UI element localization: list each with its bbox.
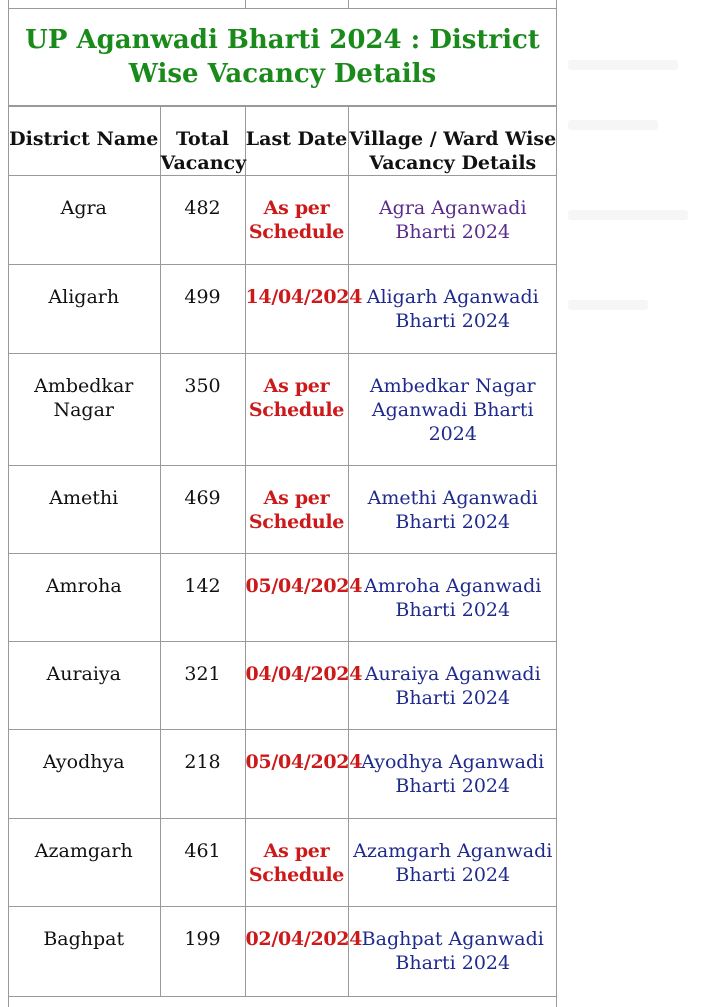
district-name-cell-container <box>8 554 160 642</box>
district-link-container <box>348 265 557 354</box>
district-link-container <box>348 730 557 819</box>
table-row <box>8 176 557 265</box>
total-vacancy-cell: 499 <box>184 286 221 308</box>
district-link[interactable]: Azamgarh Aganwadi Bharti 2024 <box>353 840 553 886</box>
district-name-cell-container <box>8 907 160 997</box>
total-vacancy-cell: 142 <box>184 575 221 597</box>
last-date-cell-container <box>245 466 348 554</box>
district-name-cell-container <box>8 466 160 554</box>
district-link[interactable]: Agra Aganwadi Bharti 2024 <box>378 197 527 243</box>
last-date-cell: As per Schedule <box>248 375 345 421</box>
district-name-cell-container <box>8 354 160 466</box>
last-date-cell: As per Schedule <box>248 840 345 886</box>
district-name-cell: Agra <box>60 197 107 219</box>
header-district: District Name <box>8 107 160 176</box>
header-total-vacancy: Total Vacancy <box>160 107 245 176</box>
total-vacancy-cell-container <box>160 907 245 997</box>
district-name-cell: Baghpat <box>43 928 125 950</box>
last-date-cell-container <box>245 176 348 265</box>
table-row <box>8 730 557 819</box>
total-vacancy-cell: 350 <box>184 375 221 397</box>
district-name-cell: Auraiya <box>46 663 121 685</box>
total-vacancy-cell-container <box>160 176 245 265</box>
total-vacancy-cell-container <box>160 466 245 554</box>
district-link-container <box>348 176 557 265</box>
total-vacancy-cell: 199 <box>184 928 221 950</box>
table-row <box>8 354 557 466</box>
last-date-cell-container <box>245 819 348 907</box>
district-name-cell: Ayodhya <box>42 751 125 773</box>
district-name-cell: Aligarh <box>48 286 120 308</box>
district-link-container <box>348 466 557 554</box>
district-name-cell-container <box>8 176 160 265</box>
district-link[interactable]: Aligarh Aganwadi Bharti 2024 <box>366 286 539 332</box>
header-last-date: Last Date <box>245 107 348 176</box>
district-link[interactable]: Amroha Aganwadi Bharti 2024 <box>364 575 542 621</box>
table-row <box>8 642 557 730</box>
district-name-cell: Amroha <box>45 575 122 597</box>
last-date-cell-container <box>245 354 348 466</box>
last-date-cell-container <box>245 265 363 354</box>
total-vacancy-cell-container <box>160 819 245 907</box>
district-link-container <box>348 819 557 907</box>
table-row <box>8 907 557 997</box>
last-date-cell: As per Schedule <box>248 487 345 533</box>
table-row <box>8 819 557 907</box>
total-vacancy-cell-container <box>160 265 245 354</box>
top-divider <box>348 0 349 8</box>
district-name-cell: Amethi <box>49 487 119 509</box>
table-body <box>8 176 557 997</box>
last-date-cell: 04/04/2024 <box>245 663 363 685</box>
table-header-row <box>8 107 557 176</box>
last-date-cell: 02/04/2024 <box>245 928 363 950</box>
header-village-ward: Village / Ward Wise Vacancy Details <box>348 107 557 176</box>
title-box <box>8 8 557 106</box>
total-vacancy-cell: 218 <box>184 751 221 773</box>
total-vacancy-cell-container <box>160 354 245 466</box>
district-link-container <box>348 642 557 730</box>
district-link-container <box>348 907 557 997</box>
table-row <box>8 466 557 554</box>
total-vacancy-cell: 321 <box>184 663 221 685</box>
district-link-container <box>348 554 557 642</box>
total-vacancy-cell: 482 <box>184 197 221 219</box>
total-vacancy-cell: 461 <box>184 840 221 862</box>
district-link-container <box>348 354 557 466</box>
district-link[interactable]: Ambedkar Nagar Aganwadi Bharti 2024 <box>369 375 536 445</box>
district-link[interactable]: Baghpat Aganwadi Bharti 2024 <box>361 928 544 974</box>
district-name-cell-container <box>8 730 160 819</box>
total-vacancy-cell-container <box>160 554 245 642</box>
last-date-cell: As per Schedule <box>248 197 345 243</box>
last-date-cell-container <box>245 642 363 730</box>
page-title: UP Aganwadi Bharti 2024 : District Wise Vacancy Details <box>25 25 540 89</box>
district-name-cell-container <box>8 265 160 354</box>
last-date-cell: 05/04/2024 <box>245 751 363 773</box>
table-row <box>8 265 557 354</box>
district-link[interactable]: Amethi Aganwadi Bharti 2024 <box>367 487 538 533</box>
district-name-cell: Azamgarh <box>34 840 133 862</box>
last-date-cell-container <box>245 907 363 997</box>
district-link[interactable]: Auraiya Aganwadi Bharti 2024 <box>364 663 541 709</box>
background-bleed <box>558 0 706 1007</box>
total-vacancy-cell-container <box>160 642 245 730</box>
table-row <box>8 554 557 642</box>
last-date-cell-container <box>245 554 363 642</box>
top-divider <box>245 0 246 8</box>
district-link[interactable]: Ayodhya Aganwadi Bharti 2024 <box>361 751 545 797</box>
district-name-cell: Ambedkar Nagar <box>34 375 134 421</box>
district-name-cell-container <box>8 819 160 907</box>
last-date-cell-container <box>245 730 363 819</box>
last-date-cell: 05/04/2024 <box>245 575 363 597</box>
total-vacancy-cell-container <box>160 730 245 819</box>
last-date-cell: 14/04/2024 <box>245 286 363 308</box>
district-name-cell-container <box>8 642 160 730</box>
total-vacancy-cell: 469 <box>184 487 221 509</box>
vacancy-table <box>8 106 557 997</box>
